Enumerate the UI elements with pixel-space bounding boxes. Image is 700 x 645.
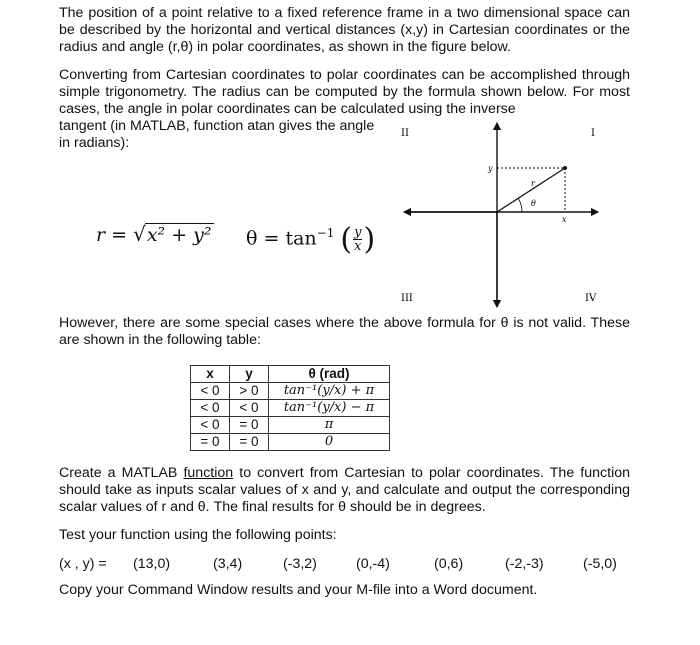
table-row [191, 434, 390, 451]
cell-x: < 0 [191, 383, 230, 400]
create-text-end: to convert from Cartesian to polar coordinates. The function should take as inputs scalar values of x and y, and calculate and output the corresponding scalar values of r and θ. The final results for θ should be in degrees. [59, 465, 630, 515]
angle-formula: $\theta = \tan^{-1}$ ( $\frac{y}{x}$ ) [246, 222, 376, 257]
radius-formula-radicand: x² + y² [146, 224, 212, 246]
test-point: (-5,0) [583, 556, 617, 572]
cell-x: = 0 [191, 434, 230, 451]
test-point: (0,6) [434, 556, 464, 572]
function-link[interactable]: function [183, 465, 234, 481]
table-row [191, 417, 390, 434]
quadrant-I-label: I [591, 128, 595, 139]
polar-coordinates-figure [395, 118, 635, 313]
converting-paragraph: Converting from Cartesian coordinates to polar coordinates can be accomplished through simple trigonometry. The radius can be computed by the formula shown below. For most cases, the angle in polar coordinates can be calculated using the inverse [59, 67, 630, 117]
create-text-start: Create a MATLAB [59, 465, 184, 481]
however-paragraph: However, there are some special cases where the above formula for θ is not valid. These are shown in the following table: [59, 315, 630, 348]
radius-label: r [531, 179, 535, 188]
test-point: (3,4) [213, 556, 243, 572]
test-point: (-2,-3) [505, 556, 544, 572]
points-label: (x , y) = [59, 556, 107, 572]
cell-theta: tan⁻¹(y/x) + π [269, 383, 390, 400]
quadrant-III-label: III [401, 293, 413, 304]
table-row [191, 400, 390, 417]
cell-x: < 0 [191, 417, 230, 434]
header-x: x [191, 366, 230, 383]
angle-formula-lhs: θ = tan [246, 227, 317, 250]
fraction-denominator: x [354, 239, 362, 254]
header-theta: θ (rad) [269, 366, 390, 383]
radius-formula-lhs: r = [96, 224, 128, 246]
special-cases-table [190, 365, 390, 451]
create-paragraph [59, 465, 630, 516]
theta-label: θ [531, 199, 536, 208]
angle-formula-exponent: −1 [316, 226, 335, 241]
angle-arc [518, 198, 522, 212]
cell-theta: π [269, 417, 390, 434]
test-point: (13,0) [133, 556, 171, 572]
cell-x: < 0 [191, 400, 230, 417]
test-point: (0,-4) [356, 556, 390, 572]
x-projection-label: x [562, 215, 567, 224]
converting-line-4: tangent (in MATLAB, function atan gives the angle [59, 118, 375, 134]
cell-y: = 0 [230, 417, 269, 434]
cell-y: < 0 [230, 400, 269, 417]
fraction-numerator: y [354, 225, 362, 240]
converting-line-5: in radians): [59, 135, 130, 151]
table-header-row [191, 366, 390, 383]
radius-formula: r = √x² + y² [96, 222, 212, 246]
quadrant-IV-label: IV [585, 293, 597, 304]
cell-y: = 0 [230, 434, 269, 451]
y-projection-label: y [488, 164, 493, 173]
cell-y: > 0 [230, 383, 269, 400]
angle-formula-fraction [353, 226, 362, 253]
cell-theta: 0 [269, 434, 390, 451]
point-marker [563, 166, 567, 170]
copy-instruction: Copy your Command Window results and your M-file into a Word document. [59, 582, 538, 598]
intro-paragraph: The position of a point relative to a fixed reference frame in a two dimensional space can be described by the horizontal and vertical distances (x,y) in Cartesian coordinates or the radius and angle (r,θ) in polar coordinates, as shown in the figure below. [59, 5, 630, 55]
header-y: y [230, 366, 269, 383]
table-row [191, 383, 390, 400]
test-point: (-3,2) [283, 556, 317, 572]
cell-theta: tan⁻¹(y/x) − π [269, 400, 390, 417]
quadrant-II-label: II [401, 128, 409, 139]
test-instruction: Test your function using the following points: [59, 527, 337, 543]
